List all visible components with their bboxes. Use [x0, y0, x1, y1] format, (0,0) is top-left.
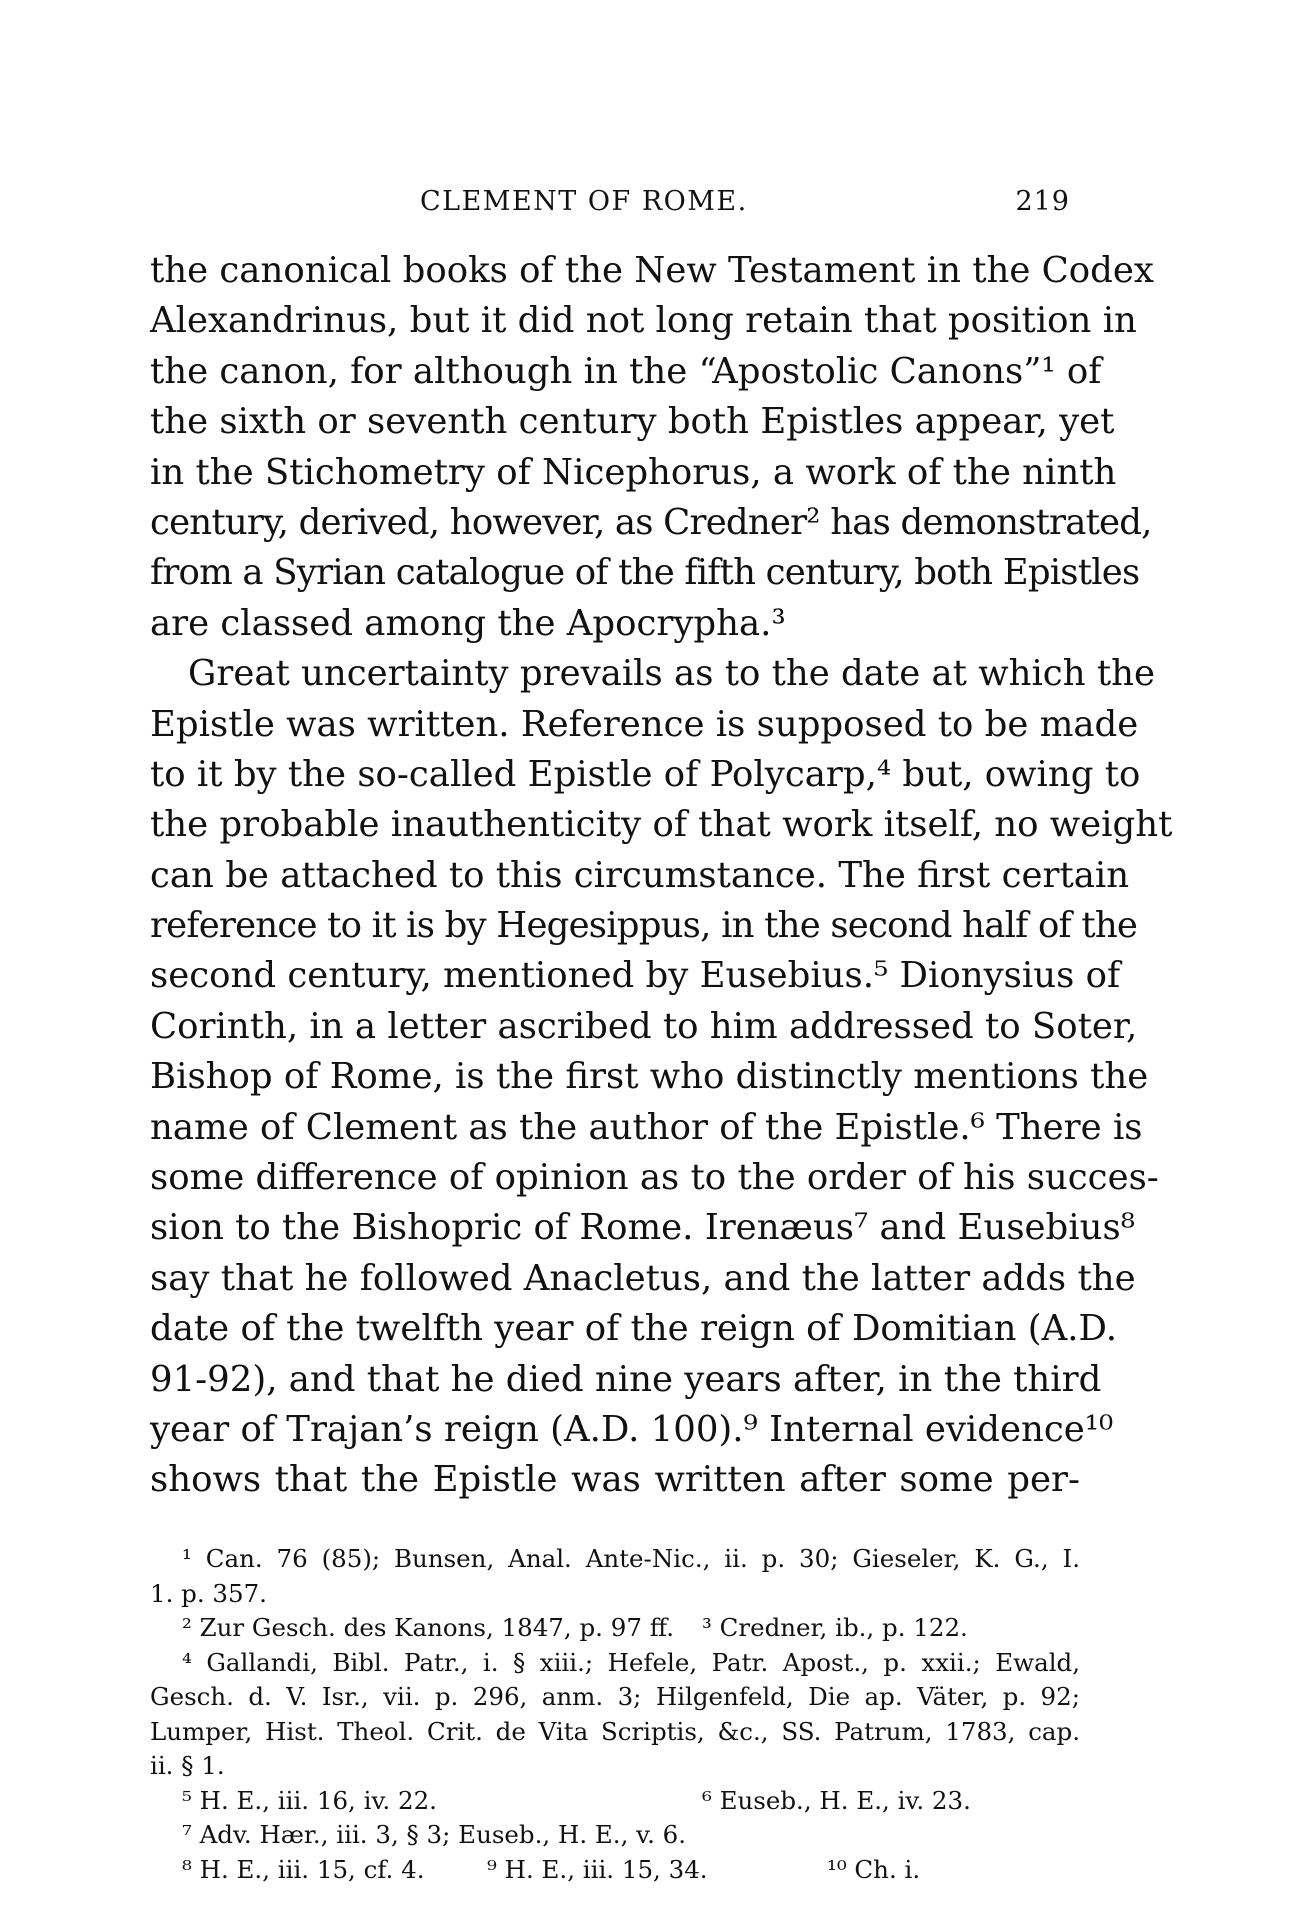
footnote-line: ⁸ H. E., iii. 15, cf. 4.: [182, 1854, 425, 1884]
text-line: reference to it is by Hegesippus, in the second half of the: [150, 905, 1138, 947]
footnote-line: ⁵ H. E., iii. 16, iv. 22.: [182, 1785, 437, 1815]
footnote-line: ⁷ Adv. Hær., iii. 3, § 3; Euseb., H. E., v. 6.: [182, 1820, 687, 1849]
text-line: shows that the Epistle was written after some per-: [150, 1459, 1080, 1501]
page-header: [150, 186, 1080, 226]
text-line: the canon, for although in the “Apostolic Canons”¹ of: [150, 350, 1102, 392]
footnote-line: ii. § 1.: [150, 1751, 225, 1780]
text-line: Epistle was written. Reference is supposed to be made: [150, 703, 1139, 745]
footnote-line: ⁶ Euseb., H. E., iv. 23.: [702, 1785, 971, 1815]
text-line: Bishop of Rome, is the first who distinctly mentions the: [150, 1056, 1149, 1098]
footnote-line: Gesch. d. V. Isr., vii. p. 296, anm. 3; Hilgenfeld, Die ap. Väter, p. 92;: [150, 1682, 1080, 1711]
text-line: can be attached to this circumstance. The first certain: [150, 854, 1130, 896]
footnote-line: Lumper, Hist. Theol. Crit. de Vita Scriptis, &c., SS. Patrum, 1783, cap.: [150, 1716, 1080, 1746]
text-line: from a Syrian catalogue of the fifth century, both Epistles: [150, 552, 1140, 594]
text-line: second century, mentioned by Eusebius.⁵ Dionysius of: [150, 955, 1121, 997]
text-line: some difference of opinion as to the order of his succes-: [150, 1157, 1159, 1199]
text-line: sion to the Bishopric of Rome. Irenæus⁷ and Eusebius⁸: [150, 1207, 1135, 1249]
text-line: the canonical books of the New Testament in the Codex: [150, 250, 1154, 291]
text-line: the probable inauthenticity of that work itself, no weight: [150, 804, 1173, 846]
footnote-line: ⁹ H. E., iii. 15, 34.: [487, 1854, 708, 1884]
footnote-line: ¹⁰ Ch. i.: [827, 1854, 921, 1884]
page-number: 219: [1015, 186, 1070, 217]
footnotes: [150, 1542, 1080, 1887]
text-line: name of Clement as the author of the Epistle.⁶ There is: [150, 1106, 1143, 1148]
running-title: CLEMENT OF ROME.: [420, 186, 748, 217]
footnote-line: ¹ Can. 76 (85); Bunsen, Anal. Ante-Nic., ii. p. 30; Gieseler, K. G., I.: [182, 1544, 1080, 1573]
footnote-row: [150, 1611, 1080, 1646]
text-line: date of the twelfth year of the reign of Domitian (A.D.: [150, 1308, 1117, 1350]
text-line: in the Stichometry of Nicephorus, a work of the ninth: [150, 451, 1117, 493]
footnote-row: [150, 1784, 1080, 1819]
text-line: to it by the so-called Epistle of Polycarp,⁴ but, owing to: [150, 753, 1141, 795]
text-line: year of Trajan’s reign (A.D. 100).⁹ Internal evidence¹⁰: [150, 1408, 1114, 1450]
footnote-line: 1. p. 357.: [150, 1578, 267, 1608]
text-line: 91-92), and that he died nine years after, in the third: [150, 1358, 1102, 1400]
footnote-line: ⁴ Gallandi, Bibl. Patr., i. § xiii.; Hefele, Patr. Apost., p. xxii.; Ewald,: [182, 1647, 1080, 1677]
text-line: Great uncertainty prevails as to the date at which the: [188, 653, 1155, 695]
footnote-line: ² Zur Gesch. des Kanons, 1847, p. 97 ff.: [182, 1613, 675, 1642]
footnote-row: [150, 1853, 1080, 1888]
main-text: [150, 246, 1173, 1506]
text-line: are classed among the Apocrypha.³: [150, 602, 786, 644]
text-line: Alexandrinus, but it did not long retain that position in: [150, 300, 1137, 342]
text-line: the sixth or seventh century both Epistles appear, yet: [150, 401, 1115, 443]
text-line: Corinth, in a letter ascribed to him addressed to Soter,: [150, 1005, 1138, 1047]
footnote-line: ³ Credner, ib., p. 122.: [702, 1613, 968, 1642]
text-line: century, derived, however, as Credner² has demonstrated,: [150, 501, 1152, 543]
text-line: say that he followed Anacletus, and the latter adds the: [150, 1257, 1136, 1299]
